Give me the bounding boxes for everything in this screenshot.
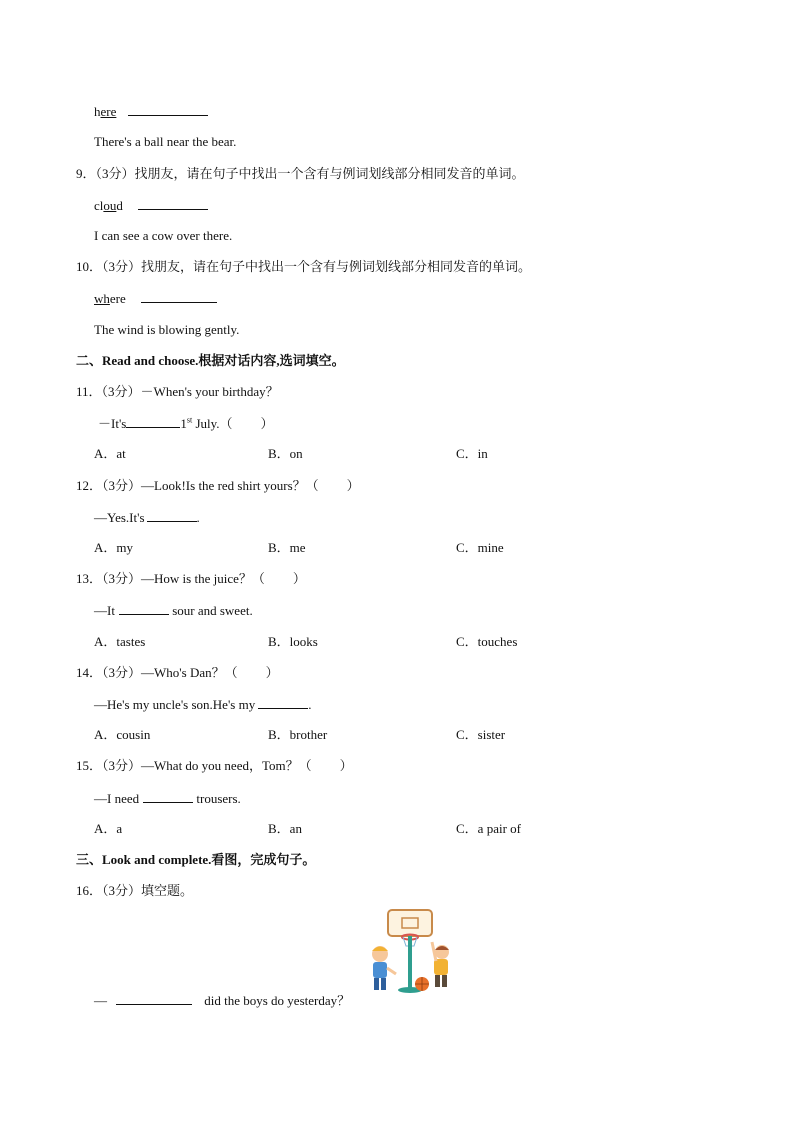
q13-option-c[interactable]: C．touches xyxy=(456,634,518,649)
q12-option-c[interactable]: C．mine xyxy=(456,540,504,555)
q12-option-a[interactable]: A．my xyxy=(94,540,134,555)
q12-header: 12．（3分）—Look!Is the red shirt yours？（ ） xyxy=(76,478,360,493)
section-3-title: 三、Look and complete.看图，完成句子。 xyxy=(76,852,316,867)
q13-answer-line: —It sour and sweet. xyxy=(94,603,253,618)
q9-answer-blank[interactable] xyxy=(138,197,208,210)
q15-option-c[interactable]: C．a pair of xyxy=(456,821,521,836)
q11-header: 11．（3分）－When's your birthday？ xyxy=(76,384,279,399)
basketball-boys-illustration xyxy=(362,906,454,1004)
q16-sentence: — did the boys do yesterday？ xyxy=(94,993,351,1008)
q11-blank[interactable] xyxy=(126,415,180,428)
q9-example-word-row xyxy=(94,197,208,214)
q15-option-a[interactable]: A．a xyxy=(94,821,123,836)
q10-header: 10．（3分）找朋友，请在句子中找出一个含有与例词划线部分相同发音的单词。 xyxy=(76,259,532,274)
q14-option-b[interactable]: B．brother xyxy=(268,727,328,742)
q13-option-a[interactable]: A．tastes xyxy=(94,634,146,649)
q15-option-b[interactable]: B．an xyxy=(268,821,302,836)
q10-answer-blank[interactable] xyxy=(141,290,217,303)
q14-answer-line: —He's my uncle's son.He's my . xyxy=(94,697,312,712)
q10-example-word-row xyxy=(94,290,217,307)
q9-sentence: I can see a cow over there. xyxy=(94,228,233,243)
q15-answer-line: —I need trousers. xyxy=(94,791,241,806)
q8-sentence: There's a ball near the bear. xyxy=(94,134,237,149)
q10-example-word: where xyxy=(94,291,126,306)
q15-blank[interactable] xyxy=(143,790,193,803)
q11-option-c[interactable]: C．in xyxy=(456,446,488,461)
q11-option-b[interactable]: B．on xyxy=(268,446,303,461)
q9-header: 9．（3分）找朋友，请在句子中找出一个含有与例词划线部分相同发音的单词。 xyxy=(76,166,525,181)
q8-example-word-row xyxy=(94,103,208,120)
q8-example-word: here xyxy=(94,104,117,119)
q13-option-b[interactable]: B．looks xyxy=(268,634,318,649)
q14-option-c[interactable]: C．sister xyxy=(456,727,506,742)
q9-example-word: cloud xyxy=(94,198,123,213)
q12-answer-line: —Yes.It's . xyxy=(94,510,200,525)
q11-option-a[interactable]: A．at xyxy=(94,446,126,461)
q16-header: 16．（3分）填空题。 xyxy=(76,883,194,898)
q10-sentence: The wind is blowing gently. xyxy=(94,322,240,337)
q13-blank[interactable] xyxy=(119,602,169,615)
q14-option-a[interactable]: A．cousin xyxy=(94,727,151,742)
q14-blank[interactable] xyxy=(258,696,308,709)
section-2-title: 二、Read and choose.根据对话内容,选词填空。 xyxy=(76,353,345,368)
q11-answer-line: －It's 1st July.（ ） xyxy=(98,415,274,431)
q14-header: 14．（3分）—Who's Dan？（ ） xyxy=(76,665,279,680)
q8-answer-blank[interactable] xyxy=(128,103,208,116)
q15-header: 15．（3分）—What do you need，Tom？（ ） xyxy=(76,758,353,773)
q12-blank[interactable] xyxy=(147,509,197,522)
q16-blank[interactable] xyxy=(116,992,192,1005)
q13-header: 13．（3分）—How is the juice？（ ） xyxy=(76,571,306,586)
q12-option-b[interactable]: B．me xyxy=(268,540,306,555)
